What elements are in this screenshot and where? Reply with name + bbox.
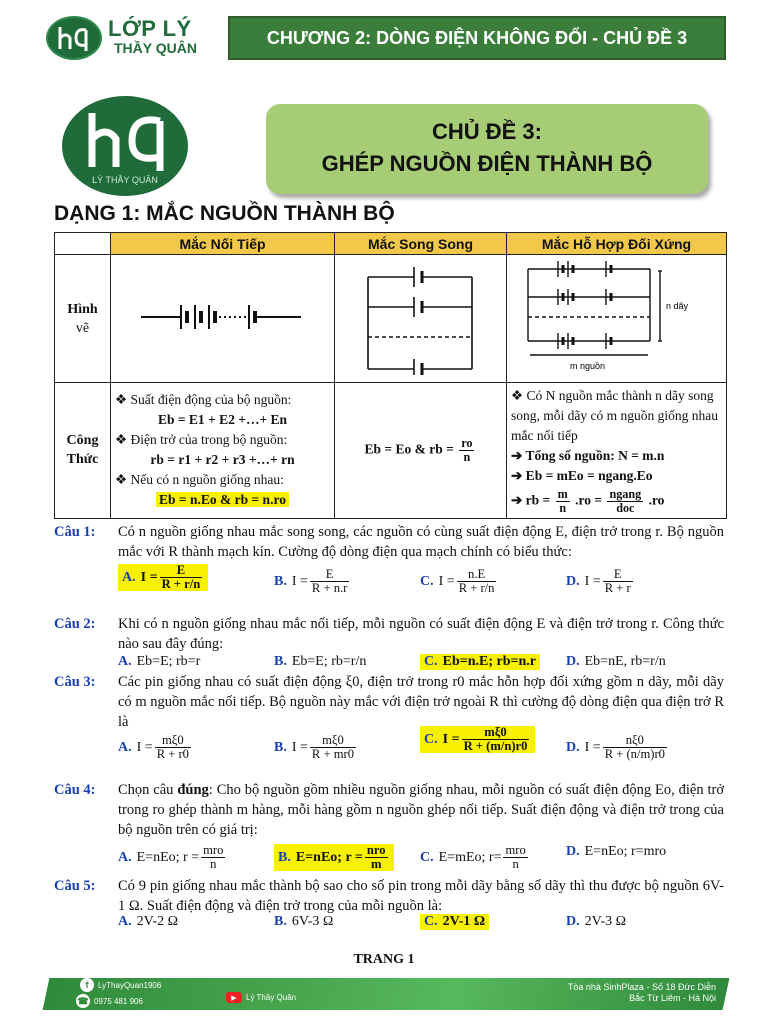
mixed-r-mid: .ro = xyxy=(575,492,606,508)
row-label-figure xyxy=(55,255,111,383)
stem-bold: đúng xyxy=(177,782,209,798)
option-letter: A. xyxy=(118,654,132,669)
parallel-frac-num: ro xyxy=(461,436,473,450)
footer-address xyxy=(568,982,716,1004)
mixed-r-frac1 xyxy=(556,488,570,515)
option-text: Eb=E; rb=r xyxy=(136,654,201,669)
answer-option-a[interactable] xyxy=(118,844,227,871)
page-header xyxy=(46,16,726,62)
option-letter: D. xyxy=(566,844,580,859)
chapter-title: CHƯƠNG 2: DÒNG ĐIỆN KHÔNG ĐỔI - CHỦ ĐỀ 3 xyxy=(266,27,688,48)
option-prefix: I = xyxy=(438,573,455,589)
question-label: Câu 5: xyxy=(54,878,96,894)
option-prefix: I = xyxy=(584,573,601,589)
question-stem xyxy=(118,780,724,840)
option-letter: B. xyxy=(274,573,287,589)
table-header-row xyxy=(55,233,727,255)
option-letter: C. xyxy=(424,654,438,669)
answer-option-c[interactable] xyxy=(420,914,489,930)
row-label-formula-a: Công xyxy=(66,433,99,449)
table-corner xyxy=(55,233,111,255)
question-label: Câu 2: xyxy=(54,616,96,632)
series-emf-formula: Eb = E1 + E2 +…+ En xyxy=(157,412,288,428)
option-text: Eb=n.E; rb=n.r xyxy=(442,654,536,669)
option-den: R + n.r xyxy=(311,581,348,596)
footer-youtube[interactable] xyxy=(226,992,296,1003)
fig-label-m-nguon: m nguồn xyxy=(569,361,605,371)
topic-number: CHỦ ĐỀ 3: xyxy=(431,119,542,144)
row-label-figure-a: Hình xyxy=(67,301,98,317)
mixed-r-frac1-den: n xyxy=(559,500,567,515)
option-text: 6V-3 Ω xyxy=(291,914,334,929)
brand-name xyxy=(108,18,228,56)
answer-option-a[interactable] xyxy=(118,734,193,761)
option-prefix: E=nEo; r = xyxy=(136,849,200,865)
parallel-frac-den: n xyxy=(463,449,471,464)
youtube-icon: ▶ xyxy=(226,992,242,1003)
option-letter: B. xyxy=(274,654,287,669)
option-prefix: I = xyxy=(584,739,601,755)
option-den: R + (m/n)r0 xyxy=(463,739,528,754)
answer-option-c[interactable] xyxy=(420,654,540,670)
answer-option-a[interactable] xyxy=(118,654,200,670)
option-prefix: E=nEo; r = xyxy=(295,849,363,865)
question-2 xyxy=(54,614,724,654)
option-letter: A. xyxy=(118,849,132,865)
address-line-2: Bắc Từ Liêm - Hà Nội xyxy=(629,993,716,1003)
brand-name-bottom: THẦY QUÂN xyxy=(114,40,197,56)
facebook-icon: f xyxy=(80,978,94,992)
answer-option-d[interactable] xyxy=(566,568,635,595)
col-header-series: Mắc Nối Tiếp xyxy=(111,233,335,255)
answer-option-b[interactable] xyxy=(274,914,333,930)
question-label: Câu 1: xyxy=(54,524,96,540)
option-num: mξ0 xyxy=(462,726,530,740)
parallel-circuit-figure xyxy=(335,255,507,383)
option-den: R + mr0 xyxy=(311,747,354,762)
option-letter: D. xyxy=(566,914,580,929)
option-num: E xyxy=(310,568,349,582)
option-letter: C. xyxy=(424,914,438,929)
question-stem: Khi có n nguồn giống nhau mắc nối tiếp, mỗi nguồn có suất điện động E và điện trở trong r. Công thức nào sau đây đúng: xyxy=(118,616,724,652)
mixed-r-frac2-num: ngang xyxy=(609,487,642,501)
series-resistance-formula: rb = r1 + r2 + r3 +…+ rn xyxy=(150,452,295,468)
parallel-circuit-diagram xyxy=(338,257,504,375)
option-den: m xyxy=(370,857,382,872)
question-stem: Có 9 pin giống nhau mắc thành bộ sao cho số pin trong mỗi dãy bằng số dãy thì thu được bộ nguồn 6V-1 Ω. Suất điện động và điện trở trong của mỗi nguồn là: xyxy=(118,878,724,914)
answer-option-a[interactable] xyxy=(118,914,178,930)
option-prefix: I = xyxy=(442,731,460,747)
answer-option-c[interactable] xyxy=(420,568,498,595)
topic-title: GHÉP NGUỒN ĐIỆN THÀNH BỘ xyxy=(321,151,653,176)
mixed-r-frac2-den: doc xyxy=(616,500,635,515)
option-letter: B. xyxy=(274,739,287,755)
series-circuit-diagram xyxy=(115,257,331,375)
option-letter: B. xyxy=(278,849,291,865)
answer-option-c[interactable] xyxy=(420,726,535,753)
row-label-formula-b: Thức xyxy=(66,452,99,468)
option-num: mξ0 xyxy=(155,734,191,748)
option-num: nξ0 xyxy=(603,734,667,748)
option-num: mro xyxy=(505,843,526,857)
youtube-channel: Lý Thầy Quân xyxy=(246,993,297,1002)
mixed-formula-cell xyxy=(507,383,727,519)
question-1 xyxy=(54,522,724,562)
answer-option-d[interactable] xyxy=(566,734,669,761)
logo-caption: LÝ THẦY QUÂN xyxy=(92,175,158,185)
mixed-circuit-diagram xyxy=(510,257,724,375)
option-letter: C. xyxy=(420,573,434,589)
question-stem: Các pin giống nhau có suất điện động ξ0, điện trở trong r0 mắc hỗn hợp đối xứng gồm n dãy, mỗi dãy có m nguồn mắc nối tiếp. Bộ nguồn này mắc với điện trở ngoài R thì cường độ dòng điện qua điện trở R là xyxy=(118,674,724,730)
phone-number: 0975 481 906 xyxy=(94,996,143,1006)
parallel-formula-fraction xyxy=(459,437,474,464)
answer-option-d[interactable] xyxy=(566,914,626,930)
question-3 xyxy=(54,672,724,732)
row-label-figure-b: vẽ xyxy=(75,320,90,336)
address-line-1: Tòa nhà SinhPlaza - Số 18 Đức Diễn xyxy=(567,982,716,992)
option-prefix: I = xyxy=(140,569,158,585)
brand-name-top: LỚP LÝ xyxy=(108,16,192,41)
parallel-formula-cell xyxy=(335,383,507,519)
facebook-handle: LyThayQuan1906 xyxy=(98,980,162,990)
option-num: nro xyxy=(366,843,386,857)
question-stem: Có n nguồn giống nhau mắc song song, các nguồn có cùng suất điện động E, điện trở trong r. Bộ nguồn mắc với R thành mạch kín. Cường độ dòng điện qua mạch chính có biểu thức: xyxy=(118,524,724,560)
option-letter: A. xyxy=(118,739,132,755)
mixed-description: ❖ Có N nguồn mắc thành n dãy song song, mỗi dãy có m nguồn giống nhau mắc nối tiếp xyxy=(511,388,718,443)
col-header-parallel: Mắc Song Song xyxy=(335,233,507,255)
option-num: E xyxy=(160,564,203,578)
question-5 xyxy=(54,876,724,916)
mixed-r-frac1-num: m xyxy=(557,487,568,501)
option-letter: C. xyxy=(420,849,434,865)
series-circuit-figure xyxy=(111,255,335,383)
option-prefix: I = xyxy=(136,739,153,755)
mixed-total-sources: ➔ Tổng số nguồn: N = m.n xyxy=(511,448,665,463)
brand-logo-icon xyxy=(46,16,102,60)
series-identical-formula: Eb = n.Eo & rb = n.ro xyxy=(156,492,289,507)
mixed-circuit-figure xyxy=(507,255,727,383)
answer-option-b[interactable] xyxy=(274,734,358,761)
table-row-figure xyxy=(55,255,727,383)
fig-label-n-day: n dãy xyxy=(665,301,688,311)
option-letter: D. xyxy=(566,739,580,755)
question-label: Câu 4: xyxy=(54,782,96,798)
answer-option-d[interactable] xyxy=(566,844,666,860)
option-num: n.E xyxy=(457,568,497,582)
methods-table xyxy=(54,232,727,519)
option-text: Eb=nE, rb=r/n xyxy=(584,654,666,669)
mixed-r-suffix: .ro xyxy=(648,492,665,508)
option-text: E=nEo; r=mro xyxy=(584,844,667,859)
option-den: R + r/n xyxy=(458,581,495,596)
option-num: mξ0 xyxy=(310,734,356,748)
parallel-formula: Eb = Eo & rb = xyxy=(364,441,458,457)
option-den: n xyxy=(512,857,519,872)
mixed-r-frac2 xyxy=(607,488,643,515)
series-resistance-label: ❖ Điện trở của trong bộ nguồn: xyxy=(115,432,288,448)
option-num: E xyxy=(603,568,633,582)
page-footer xyxy=(46,974,726,1014)
option-text: 2V-3 Ω xyxy=(584,914,627,929)
footer-phone[interactable] xyxy=(76,994,143,1008)
option-prefix: I = xyxy=(291,573,308,589)
option-letter: C. xyxy=(424,731,438,747)
option-letter: A. xyxy=(122,569,136,585)
answer-option-d[interactable] xyxy=(566,654,666,670)
row-label-formula xyxy=(55,383,111,519)
mixed-r-prefix: ➔ rb = xyxy=(511,492,554,508)
answer-option-c[interactable] xyxy=(420,844,530,871)
option-den: n xyxy=(210,857,217,872)
mixed-emf-formula: ➔ Eb = mEo = ngang.Eo xyxy=(511,468,653,483)
series-identical-label: ❖ Nếu có n nguồn giống nhau: xyxy=(115,472,284,488)
series-emf-label: ❖ Suất điện động của bộ nguồn: xyxy=(115,392,292,408)
page-number: TRANG 1 xyxy=(353,952,415,967)
topic-title-box xyxy=(266,104,708,194)
large-logo-icon xyxy=(62,96,188,196)
phone-icon: ☎ xyxy=(76,994,90,1008)
option-den: R + r0 xyxy=(156,747,189,762)
option-den: R + (n/m)r0 xyxy=(604,747,665,762)
col-header-mixed: Mắc Hỗ Hợp Đối Xứng xyxy=(507,233,727,255)
option-letter: D. xyxy=(566,573,580,589)
answer-option-b[interactable] xyxy=(274,844,394,871)
option-letter: A. xyxy=(118,914,132,929)
section-heading: DẠNG 1: MẮC NGUỒN THÀNH BỘ xyxy=(54,202,395,225)
question-label: Câu 3: xyxy=(54,674,96,690)
option-letter: B. xyxy=(274,914,287,929)
mixed-resistance-formula xyxy=(511,488,722,515)
table-row-formula xyxy=(55,383,727,519)
answer-option-a[interactable] xyxy=(118,564,208,591)
option-prefix: E=mEo; r= xyxy=(438,849,502,865)
chapter-banner xyxy=(228,16,726,60)
question-4 xyxy=(54,780,724,840)
footer-facebook[interactable] xyxy=(80,978,161,992)
option-letter: D. xyxy=(566,654,580,669)
option-text: Eb=E; rb=r/n xyxy=(291,654,367,669)
option-text: 2V-1 Ω xyxy=(442,914,486,929)
series-formula-cell xyxy=(111,383,335,519)
answer-option-b[interactable] xyxy=(274,568,351,595)
option-den: R + r/n xyxy=(161,577,201,592)
answer-option-b[interactable] xyxy=(274,654,366,670)
option-prefix: I = xyxy=(291,739,308,755)
stem-pre: Chọn câu xyxy=(118,782,178,798)
option-num: mro xyxy=(203,843,224,857)
option-den: R + r xyxy=(604,581,631,596)
stem-post: : Cho bộ nguồn gồm nhiều nguồn giống nhau, mỗi nguồn có suất điện động Eo, điện trở trong ro ghép thành m hàng, mỗi hàng gồm n nguồn ghép nối tiếp. Suất điện động và điện trở trong của bộ nguồn trên có giá trị: xyxy=(118,782,724,838)
option-text: 2V-2 Ω xyxy=(136,914,179,929)
